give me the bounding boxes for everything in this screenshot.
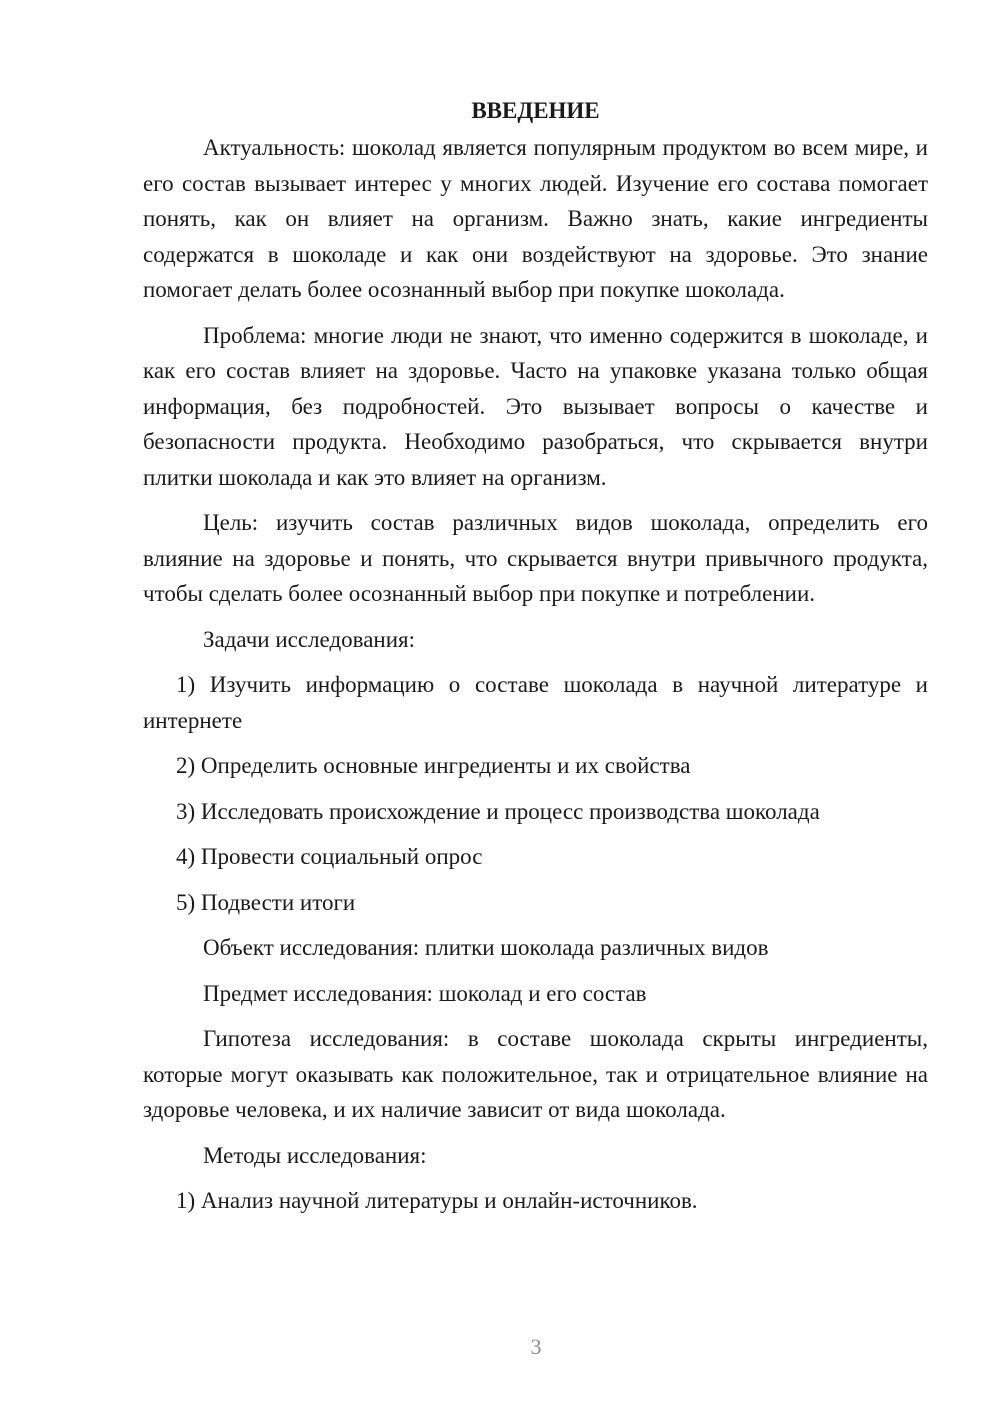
- methods-heading: Методы исследования:: [203, 1142, 427, 1168]
- relevance-paragraph: Актуальность: шоколад является популярным продуктом во всем мире, и его состав вызывает интерес у многих людей. Изучение его состава помогает понять, как он влияет на организм. Важно знать, какие ингредиенты содержатся в шоколаде и как они воздействуют на здоровье. Это знание помогает делать более осознанный выбор при покупке шоколада.: [143, 135, 928, 302]
- method-item: 1) Анализ научной литературы и онлайн-источников.: [176, 1188, 698, 1213]
- object-paragraph: Объект исследования: плитки шоколада различных видов: [203, 935, 769, 960]
- goal-paragraph: Цель: изучить состав различных видов шоколада, определить его влияние на здоровье и понять, что скрывается внутри привычного продукта, чтобы сделать более осознанный выбор при покупке и потреблении.: [143, 510, 928, 606]
- task-item: 2) Определить основные ингредиенты и их свойства: [176, 753, 691, 778]
- methods-list: [143, 1183, 928, 1219]
- task-item: 4) Провести социальный опрос: [176, 844, 483, 869]
- tasks-list: [143, 667, 928, 920]
- task-item: 1) Изучить информацию о составе шоколада в научной литературе и интернете: [143, 672, 928, 733]
- tasks-heading: Задачи исследования:: [203, 626, 416, 652]
- problem-paragraph: Проблема: многие люди не знают, что именно содержится в шоколаде, и как его состав влияет на здоровье. Часто на упаковке указана только общая информация, без подробностей. Это вызывает вопросы о качестве и безопасности продукта. Необходимо разобраться, что скрывается внутри плитки шоколада и как это влияет на организм.: [143, 322, 928, 490]
- section-title: ВВЕДЕНИЕ: [471, 98, 600, 123]
- document-body: [143, 96, 928, 1229]
- subject-paragraph: Предмет исследования: шоколад и его состав: [203, 980, 647, 1006]
- hypothesis-paragraph: Гипотеза исследования: в составе шоколада скрыты ингредиенты, которые могут оказывать как положительное, так и отрицательное влияние на здоровье человека, и их наличие зависит от вида шоколада.: [143, 1026, 928, 1122]
- task-item: 5) Подвести итоги: [176, 889, 356, 915]
- task-item: 3) Исследовать происхождение и процесс производства шоколада: [176, 798, 820, 824]
- page-number: 3: [530, 1334, 542, 1359]
